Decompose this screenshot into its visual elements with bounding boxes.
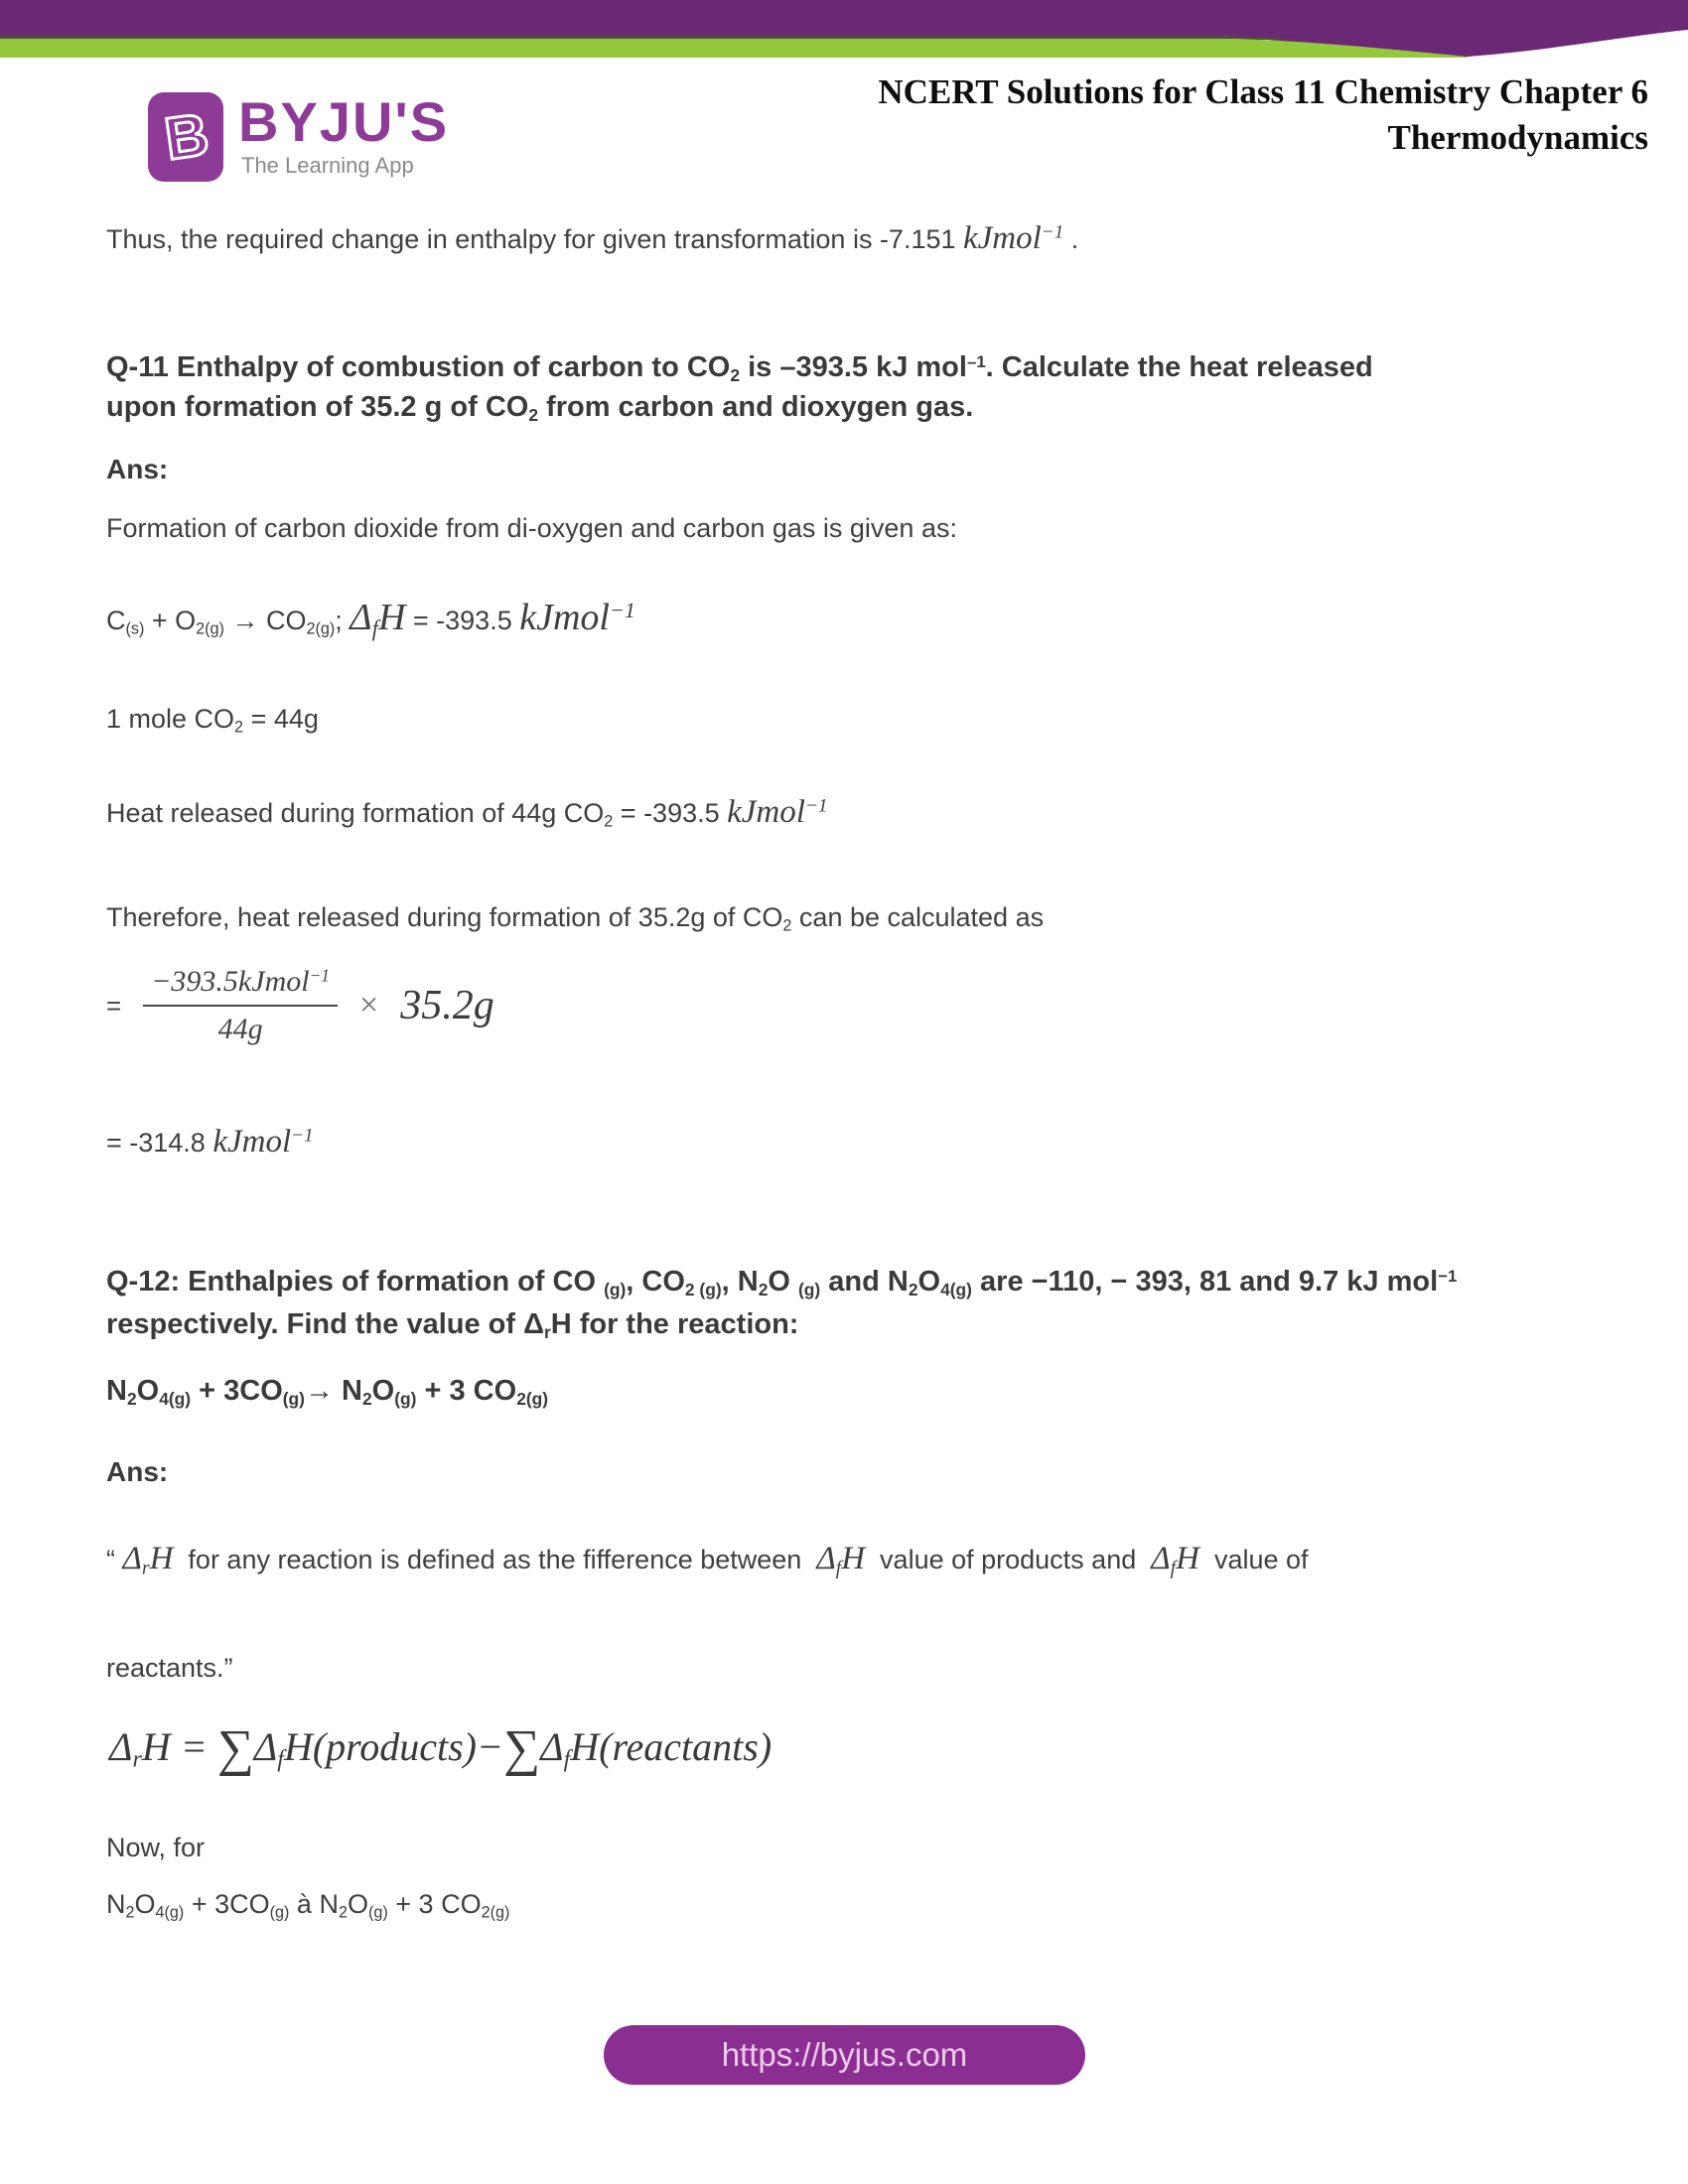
byjus-wordmark: BYJU'S [238,90,450,153]
byjus-tagline: The Learning App [241,153,414,178]
byjus-logo-icon [147,91,224,183]
fraction-denominator: 44g [217,1013,263,1045]
byjus-url-button[interactable]: https://byjus.com [604,2025,1085,2085]
definition-quote-line2: reactants.” [106,1653,233,1683]
page-title-line2: Thermodynamics [1387,118,1648,157]
byjus-logo [147,89,504,189]
heat-released-line: Heat released during formation of 44g $CO_2 = -393.5$ kJmol$^{-1}$ [106,794,828,831]
thus-statement: Thus, the required change in enthalpy for given transformation is -7.151 kJmol$^{-1}$ . [106,220,1079,256]
fraction [143,965,338,1046]
reaction-enthalpy-formula: $\Delta_rH$ = $\sum\Delta_fH(products)-\sum\Delta_fH(reactants)$ [109,1720,773,1777]
result-line: = -314.8 kJmol$^{-1}$ [106,1124,314,1160]
fraction-calculation [106,965,494,1046]
multiplication-sign: × [359,987,379,1024]
mole-mass-line: 1 mole $CO_2 = 44g$ [106,704,319,737]
equals-sign: = [106,990,122,1021]
formation-statement: Formation of carbon dioxide from di-oxygen and carbon gas is given as: [106,513,957,543]
reaction-line-2: $N_2O_{4(g)} + 3CO_{(g)}$ à $N_2O_{(g)} + 3$ $CO_{2(g)}$ [106,1889,510,1922]
question-12: Q-12: Enthalpies of formation of CO $_{(g)}$, $CO_{2 (g)}$, $N_2O$ $_{(g)}$ and $N_2O_{4(g)}$ are −110, − 393, 81 and 9.7 kJ mol$^{-1}$ respectively. Find the value of $\Delta_rH$ for the reaction: [106,1266,1458,1342]
question-12-reaction: $N_2O_{4(g)} + 3CO_{(g)}\to N_2O_{(g)} + 3$ $CO_{2(g)}$ [106,1375,549,1409]
answer-label-2: Ans: [106,1456,169,1487]
fraction-numerator: −393.5kJmol$^{-1}$ [143,965,338,1007]
question-11: Q-11 Enthalpy of combustion of carbon to $CO_2$ is –393.5 kJ mol$^{-1}$. Calculate the heat released upon formation of 35.2 g of $CO_2$ from carbon and dioxygen gas. [106,351,1373,425]
fraction-multiplier: 35.2g [400,983,494,1028]
combustion-equation: $C_{(s)} + O_{2(g)} \to CO_{2(g)}$; $\Delta_fH = -393.5$ kJmol$^{-1}$ [106,597,635,641]
answer-label-1: Ans: [106,454,169,484]
now-for-line: Now, for [106,1833,206,1862]
page-title [655,69,1648,161]
therefore-line: Therefore, heat released during formation of 35.2g of $CO_2$ can be calculated as [106,902,1045,935]
definition-quote-line1: “ $\Delta_rH$ for any reaction is defined as the fifference between $\Delta_fH$ value of products and $\Delta_fH$ value of [106,1541,1309,1579]
page-title-line1: NCERT Solutions for Class 11 Chemistry Chapter 6 [878,72,1648,111]
svg-text:B: B [160,100,213,173]
